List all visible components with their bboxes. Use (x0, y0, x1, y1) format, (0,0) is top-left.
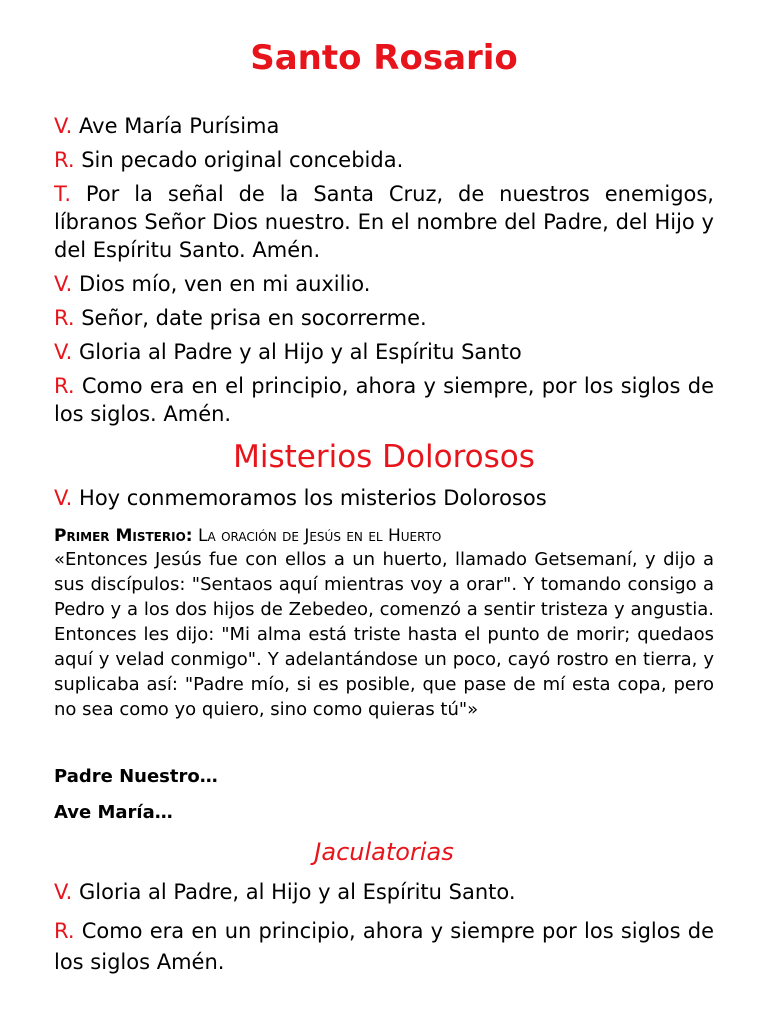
response-line (54, 372, 714, 428)
mystery-block (54, 525, 714, 722)
response-line (54, 304, 714, 332)
response-label: R. (54, 374, 75, 398)
all-label: T. (54, 182, 72, 206)
jaculatorias-title-wrap (54, 837, 714, 867)
response-text: Sin pecado original concebida. (81, 148, 404, 172)
verse-line (54, 338, 714, 366)
response-label: R. (54, 148, 75, 172)
jaculatorias-title: Jaculatorias (314, 838, 454, 866)
prayer-padre-nuestro: Padre Nuestro… (54, 766, 218, 787)
response-text: Señor, date prisa en socorrerme. (81, 306, 427, 330)
mystery-subtitle: La oración de Jesús en el Huerto (197, 526, 442, 546)
verse-text: Gloria al Padre y al Hijo y al Espíritu Santo (79, 340, 522, 364)
verse-label: V. (54, 114, 73, 138)
verse-label: V. (54, 340, 73, 364)
jaculatorias-block (54, 878, 714, 978)
mystery-heading: Primer Misterio: (54, 526, 193, 546)
verse-line (54, 112, 714, 140)
verse-line (54, 484, 714, 512)
verse-text: Ave María Purísima (79, 114, 280, 138)
section-title-wrap (54, 438, 714, 476)
verse-line (54, 878, 714, 906)
response-label: R. (54, 919, 75, 943)
prayers-block (54, 765, 714, 825)
response-label: R. (54, 306, 75, 330)
verse-label: V. (54, 486, 73, 510)
response-line (54, 916, 714, 978)
all-line (54, 180, 714, 264)
response-line (54, 146, 714, 174)
response-text: Como era en un principio, ahora y siempre por los siglos de los siglos Amén. (54, 919, 714, 974)
verse-text: Dios mío, ven en mi auxilio. (79, 272, 371, 296)
verse-text: Gloria al Padre, al Hijo y al Espíritu Santo. (79, 880, 516, 904)
mystery-heading-line (54, 525, 714, 547)
opening-prayers (54, 112, 714, 428)
mystery-text: «Entonces Jesús fue con ellos a un huerto, llamado Getsemaní, y dijo a sus discípulos: "Sentaos aquí mientras voy a orar". Y tomando consigo a Pedro y a los dos hijos de Zebedeo, comenzó a sentir tristeza y angustia. Entonces les dijo: "Mi alma está triste hasta el punto de morir; quedaos aquí y velad conmigo". Y adelantándose un poco, cayó rostro en tierra, y suplicaba así: "Padre mío, si es posible, que pase de mí esta copa, pero no sea como yo quiero, sino como quieras tú"» (54, 549, 714, 720)
section-title: Misterios Dolorosos (233, 439, 535, 475)
verse-line (54, 270, 714, 298)
response-text: Como era en el principio, ahora y siempre, por los siglos de los siglos. Amén. (54, 374, 714, 426)
verse-label: V. (54, 272, 73, 296)
page-title: Santo Rosario (250, 38, 518, 78)
prayer-ave-maria: Ave María… (54, 802, 173, 823)
verse-label: V. (54, 880, 73, 904)
verse-text: Hoy conmemoramos los misterios Dolorosos (79, 486, 547, 510)
all-text: Por la señal de la Santa Cruz, de nuestros enemigos, líbranos Señor Dios nuestro. En el nombre del Padre, del Hijo y del Espíritu Santo. Amén. (54, 182, 714, 262)
section-intro (54, 484, 714, 512)
